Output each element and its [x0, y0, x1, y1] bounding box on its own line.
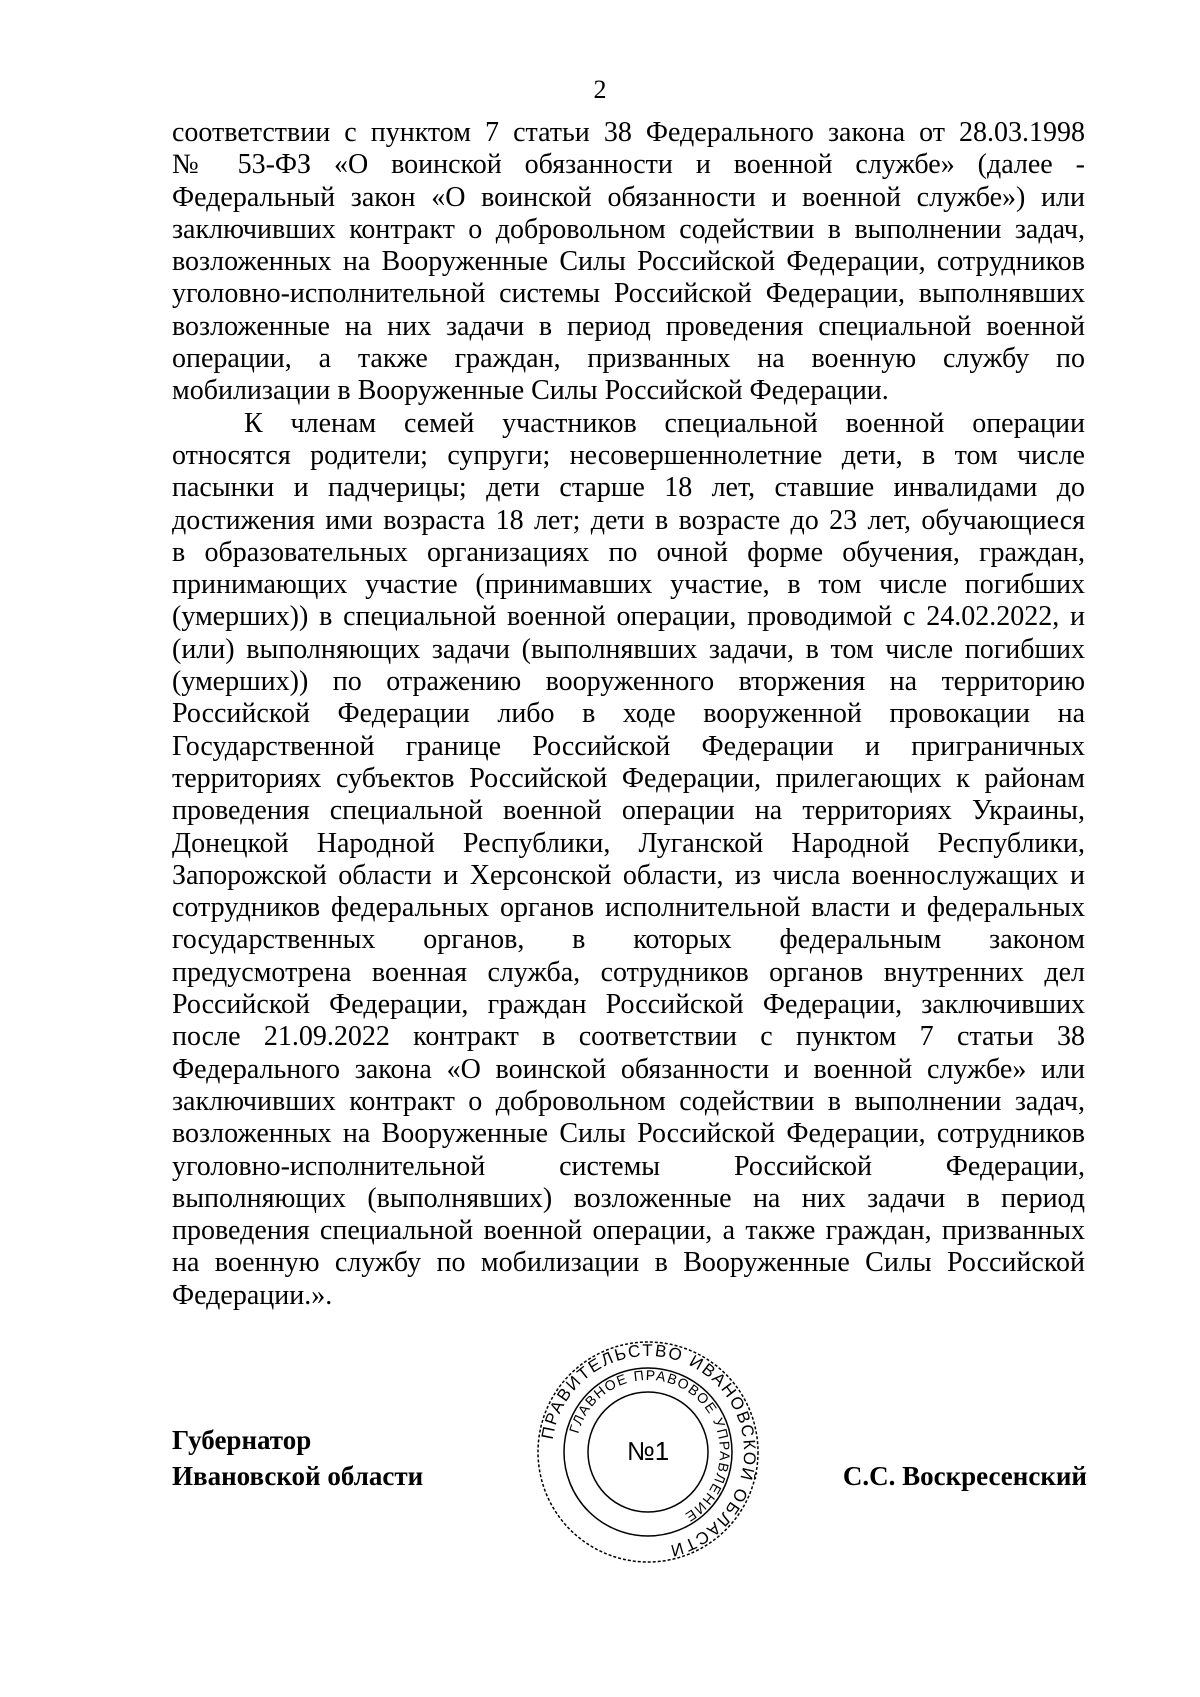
text-line: относятся родители; супруги; несовершеннолетние дети, в том числе: [172, 439, 1085, 471]
text-line: Федеральный закон «О воинской обязанности и военной службе») или: [172, 181, 1085, 213]
official-seal: [536, 1340, 760, 1564]
text-line: (умерших)) в специальной военной операции, проводимой с 24.02.2022, и: [172, 601, 1085, 633]
text-line: возложенные на них задачи в период проведения специальной военной: [172, 310, 1085, 342]
text-line: К членам семей участников специальной военной операции: [244, 407, 1085, 439]
text-line: проведения специальной военной операции, а также граждан, призванных: [172, 1215, 1085, 1247]
seal-center-number: №1: [626, 1436, 670, 1466]
text-line: возложенных на Вооруженные Силы Российской Федерации, сотрудников: [172, 1118, 1085, 1150]
text-line: Федерации.».: [172, 1279, 333, 1311]
seal-outer-text: ПРАВИТЕЛЬСТВО ИВАНОВСКОЙ ОБЛАСТИ: [537, 1340, 760, 1561]
text-line: мобилизации в Вооруженные Силы Российской Федерации.: [172, 375, 889, 407]
text-line: территориях субъектов Российской Федерации, прилегающих к районам: [172, 762, 1085, 794]
text-line: в образовательных организациях по очной форме обучения, граждан,: [172, 536, 1085, 568]
text-line: Российской Федерации либо в ходе вооруженной провокации на: [172, 698, 1085, 730]
text-line: (умерших)) по отражению вооруженного вторжения на территорию: [172, 666, 1085, 698]
text-line: (или) выполняющих задачи (выполнявших задачи, в том числе погибших: [172, 633, 1085, 665]
signatory-region: Ивановской области: [172, 1461, 424, 1491]
text-line: принимающих участие (принимавших участие, в том числе погибших: [172, 569, 1085, 601]
text-line: Федерального закона «О воинской обязанности и военной службе» или: [172, 1053, 1085, 1085]
text-line: соответствии с пунктом 7 статьи 38 Федерального закона от 28.03.1998: [172, 117, 1085, 148]
text-line: уголовно-исполнительной системы Российской Федерации,: [172, 1150, 1085, 1182]
page-number: 2: [593, 75, 607, 104]
text-line: № 53-ФЗ «О воинской обязанности и военной службе» (далее -: [172, 149, 1085, 181]
text-line: достижения ими возраста 18 лет; дети в возрасте до 23 лет, обучающиеся: [172, 504, 1085, 536]
text-line: Донецкой Народной Республики, Луганской Народной Республики,: [172, 827, 1085, 859]
text-line: выполняющих (выполнявших) возложенные на них задачи в период: [172, 1182, 1085, 1214]
text-line: сотрудников федеральных органов исполнительной власти и федеральных: [172, 892, 1085, 924]
text-line: возложенных на Вооруженные Силы Российской Федерации, сотрудников: [172, 246, 1085, 278]
text-line: Запорожской области и Херсонской области, из числа военнослужащих и: [172, 859, 1085, 891]
text-line: уголовно-исполнительной системы Российской Федерации, выполнявших: [172, 278, 1085, 310]
text-line: Государственной границе Российской Федерации и приграничных: [172, 730, 1085, 762]
signatory-title: Губернатор: [172, 1425, 312, 1455]
text-line: на военную службу по мобилизации в Вооруженные Силы Российской: [172, 1247, 1085, 1279]
signatory-name: С.С. Воскресенский: [842, 1461, 1087, 1491]
text-line: проведения специальной военной операции на территориях Украины,: [172, 795, 1085, 827]
text-line: государственных органов, в которых федеральным законом: [172, 924, 1085, 956]
text-line: пасынки и падчерицы; дети старше 18 лет, ставшие инвалидами до: [172, 472, 1085, 504]
text-line: заключивших контракт о добровольном содействии в выполнении задач,: [172, 213, 1085, 245]
document-body: [172, 117, 1085, 1312]
signatory-position: [172, 1422, 423, 1494]
text-line: заключивших контракт о добровольном содействии в выполнении задач,: [172, 1085, 1085, 1117]
text-line: Российской Федерации, граждан Российской Федерации, заключивших: [172, 989, 1085, 1021]
text-line: после 21.09.2022 контракт в соответствии с пунктом 7 статьи 38: [172, 1021, 1085, 1053]
seal-inner-text: ГЛАВНОЕ ПРАВОВОЕ УПРАВЛЕНИЕ: [565, 1366, 734, 1526]
text-line: операции, а также граждан, призванных на военную службу по: [172, 343, 1085, 375]
text-line: предусмотрена военная служба, сотрудников органов внутренних дел: [172, 956, 1085, 988]
